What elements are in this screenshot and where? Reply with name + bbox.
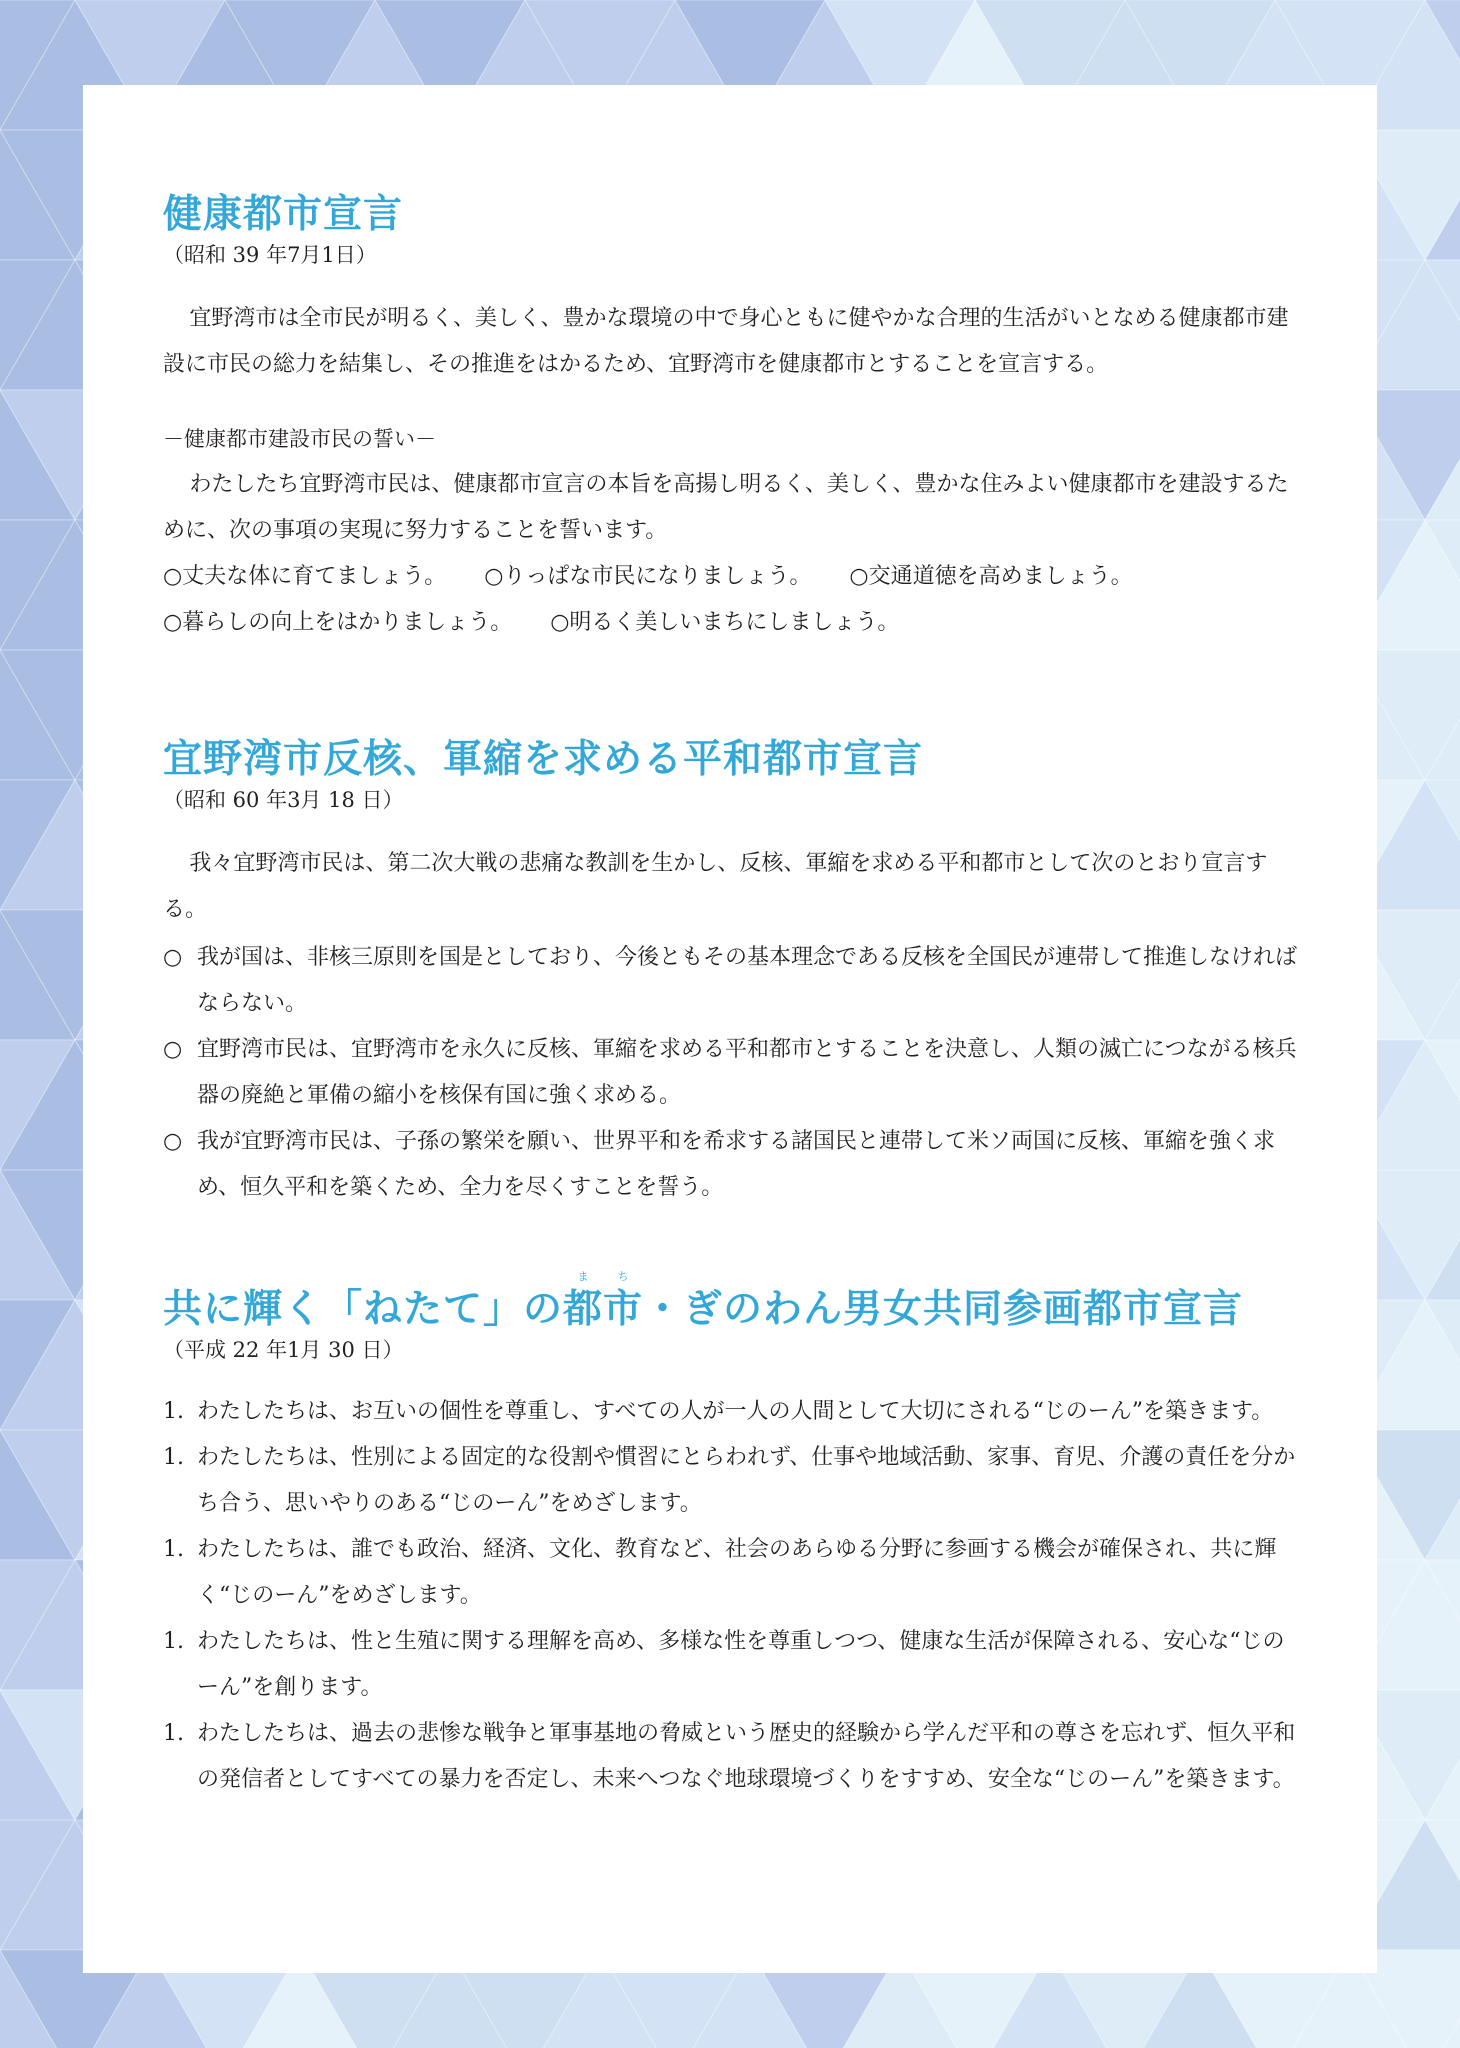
ruby-char: ま	[577, 1270, 589, 1283]
ruby-base: 都市	[563, 1286, 644, 1332]
item-text: 我が国は、非核三原則を国是としており、今後ともその基本理念である反核を全国民が連帯して推進しなければならない。	[197, 945, 1298, 1016]
item-number: 1.	[163, 1629, 184, 1654]
item-number: 1.	[163, 1721, 184, 1746]
declaration-item	[163, 1119, 1303, 1211]
section-date: （昭和 60 年3月 18 日）	[163, 788, 404, 812]
numbered-item	[163, 1619, 1303, 1711]
health-city-declaration	[163, 190, 1303, 646]
pledge-row	[163, 554, 1303, 600]
pledge-item: ○りっぱな市民になりましょう。	[484, 564, 812, 589]
declaration-body: 我々宜野湾市民は、第二次大戦の悲痛な教訓を生かし、反核、軍縮を求める平和都市として次のとおり宣言する。	[163, 851, 1268, 922]
item-text: わたしたちは、お互いの個性を尊重し、すべての人が一人の人間として大切にされる“じのーん”を築きます。	[197, 1399, 1274, 1424]
item-text: わたしたちは、性と生殖に関する理解を高め、多様な性を尊重しつつ、健康な生活が保障される、安心な“じのーん”を創ります。	[197, 1629, 1285, 1700]
pledge-row	[163, 600, 1303, 646]
gender-equality-city-declaration	[163, 1270, 1303, 1803]
pledge-heading: －健康都市建設市民の誓い－	[163, 427, 436, 451]
circle-bullet-icon: ○	[163, 945, 183, 970]
ruby-word	[563, 1270, 644, 1333]
numbered-item	[163, 1389, 1303, 1435]
declaration-body: 宜野湾市は全市民が明るく、美しく、豊かな環境の中で身心ともに健やかな合理的生活がいとなめる健康都市建設に市民の総力を結集し、その推進をはかるため、宜野湾市を健康都市とすることを宣言する。	[163, 306, 1289, 377]
section-title: 健康都市宣言	[163, 191, 404, 237]
declaration-items	[163, 1389, 1303, 1803]
title-part: ・ぎのわん男女共同参画都市宣言	[643, 1286, 1244, 1332]
circle-bullet-icon: ○	[163, 1129, 183, 1154]
pledge-body: わたしたち宜野湾市民は、健康都市宣言の本旨を高揚し明るく、美しく、豊かな住みよい健康都市を建設するために、次の事項の実現に努力することを誓います。	[163, 472, 1289, 543]
pledge-item: ○丈夫な体に育てましょう。	[163, 564, 447, 589]
circle-bullet-icon: ○	[163, 1037, 183, 1062]
pledge-item: ○交通道徳を高めましょう。	[849, 564, 1133, 589]
numbered-item	[163, 1711, 1303, 1803]
declaration-item	[163, 935, 1303, 1027]
item-text: わたしたちは、過去の悲惨な戦争と軍事基地の脅威という歴史的経験から学んだ平和の尊さを忘れず、恒久平和の発信者としてすべての暴力を否定し、未来へつなぐ地球環境づくりをすすめ、安全な“じのーん”を築きます。	[197, 1721, 1296, 1792]
declaration-item	[163, 1027, 1303, 1119]
item-number: 1.	[163, 1537, 184, 1562]
item-text: わたしたちは、性別による固定的な役割や慣習にとらわれず、仕事や地域活動、家事、育児、介護の責任を分かち合う、思いやりのある“じのーん”をめざします。	[197, 1445, 1296, 1516]
numbered-item	[163, 1527, 1303, 1619]
item-text: 我が宜野湾市民は、子孫の繁栄を願い、世界平和を希求する諸国民と連帯して米ソ両国に反核、軍縮を強く求め、恒久平和を築くため、全力を尽くすことを誓う。	[197, 1129, 1276, 1200]
section-title: 宜野湾市反核、軍縮を求める平和都市宣言	[163, 736, 924, 782]
title-part: 共に輝く「ねたて」の	[163, 1286, 564, 1332]
item-number: 1.	[163, 1399, 184, 1424]
pledge-item: ○明るく美しいまちにしましょう。	[550, 610, 900, 635]
pledge-item: ○暮らしの向上をはかりましょう。	[163, 610, 513, 635]
item-text: 宜野湾市民は、宜野湾市を永久に反核、軍縮を求める平和都市とすることを決意し、人類の滅亡につながる核兵器の廃絶と軍備の縮小を核保有国に強く求める。	[197, 1037, 1297, 1108]
item-number: 1.	[163, 1445, 184, 1470]
item-text: わたしたちは、誰でも政治、経済、文化、教育など、社会のあらゆる分野に参画する機会が確保され、共に輝く“じのーん”をめざします。	[197, 1537, 1277, 1608]
ruby-annotation	[563, 1271, 643, 1283]
numbered-item	[163, 1435, 1303, 1527]
section-date: （平成 22 年1月 30 日）	[163, 1338, 404, 1362]
peace-city-declaration	[163, 735, 1303, 1211]
section-title	[163, 1270, 1303, 1333]
section-date: （昭和 39 年7月1日）	[163, 243, 377, 267]
document-panel	[83, 85, 1377, 1973]
declaration-items	[163, 935, 1303, 1211]
ruby-char: ち	[617, 1270, 629, 1283]
